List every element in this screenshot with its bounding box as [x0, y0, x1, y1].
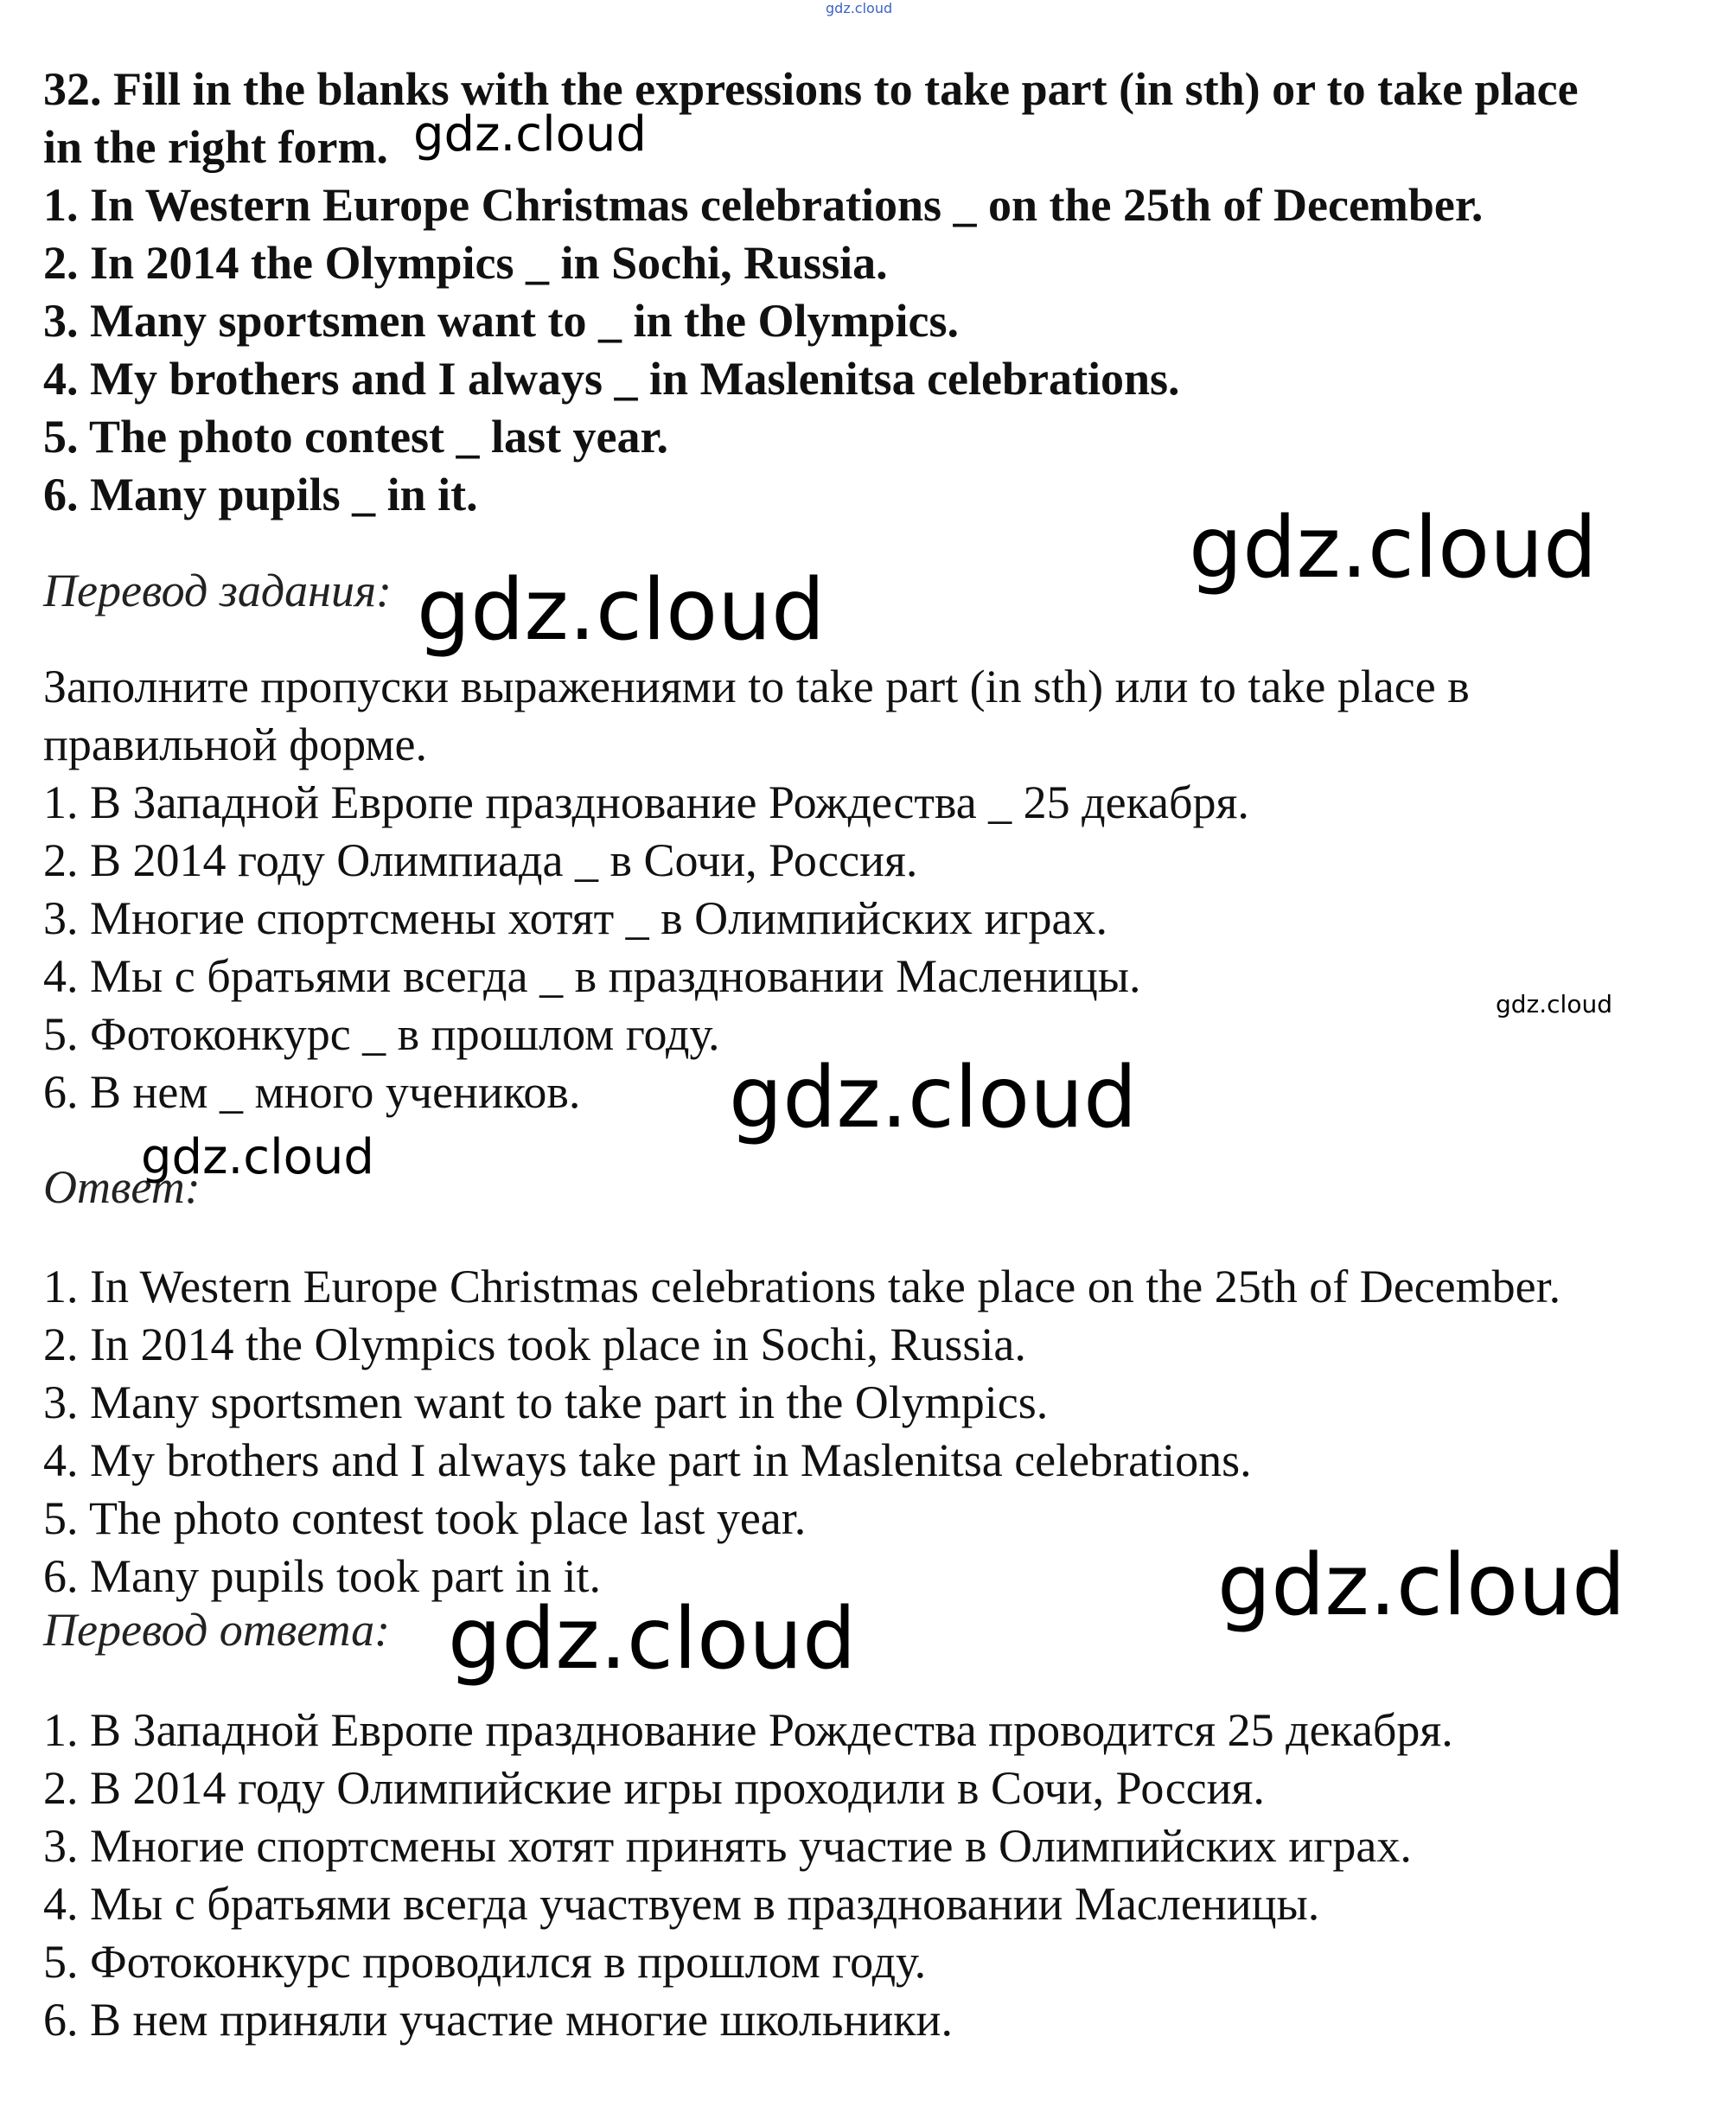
answer-item-2: 2. In 2014 the Olympics took place in Sochi, Russia. — [43, 1318, 1026, 1370]
answer-translation-label: Перевод ответа: — [43, 1604, 391, 1656]
answer-translation-item-3: 3. Многие спортсмены хотят принять участие в Олимпийских играх. — [43, 1820, 1412, 1872]
exercise-item-4: 4. My brothers and I always _ in Maslenitsa celebrations. — [43, 353, 1180, 405]
watermark-center: gdz.cloud — [729, 1049, 1138, 1147]
exercise-item-5: 5. The photo contest _ last year. — [43, 411, 669, 463]
task-translation-item-5: 5. Фотоконкурс _ в прошлом году. — [43, 1008, 720, 1060]
answer-item-3: 3. Many sportsmen want to take part in the Olympics. — [43, 1376, 1049, 1428]
answer-item-4: 4. My brothers and I always take part in Maslenitsa celebrations. — [43, 1434, 1252, 1486]
watermark-answer-label: gdz.cloud — [141, 1129, 374, 1185]
task-translation-item-1: 1. В Западной Европе празднование Рождества _ 25 декабря. — [43, 776, 1249, 828]
answer-item-6: 6. Many pupils took part in it. — [43, 1550, 601, 1602]
answer-label: Ответ: — [43, 1161, 201, 1213]
task-translation-line-1: Заполните пропуски выражениями to take part (in sth) или to take place в — [43, 661, 1470, 712]
answer-translation-item-4: 4. Мы с братьями всегда участвуем в праздновании Масленицы. — [43, 1878, 1320, 1930]
task-translation-line-2: правильной форме. — [43, 718, 427, 770]
task-translation-item-2: 2. В 2014 году Олимпиада _ в Сочи, Россия. — [43, 834, 918, 886]
task-translation-item-4: 4. Мы с братьями всегда _ в праздновании Масленицы. — [43, 950, 1141, 1002]
watermark-task-label: gdz.cloud — [417, 561, 826, 660]
answer-translation-item-2: 2. В 2014 году Олимпийские игры проходили в Сочи, Россия. — [43, 1762, 1265, 1814]
exercise-title-line-1: 32. Fill in the blanks with the expressions to take part (in sth) or to take place — [43, 63, 1579, 115]
exercise-title-line-2: in the right form. — [43, 121, 388, 173]
task-translation-label: Перевод задания: — [43, 565, 393, 616]
watermark-right-1: gdz.cloud — [1189, 499, 1598, 597]
watermark-answer-translation-label: gdz.cloud — [448, 1590, 857, 1689]
answer-translation-item-6: 6. В нем приняли участие многие школьники. — [43, 1994, 953, 2046]
answer-translation-item-5: 5. Фотоконкурс проводился в прошлом году. — [43, 1936, 927, 1988]
exercise-item-6: 6. Many pupils _ in it. — [43, 469, 478, 520]
answer-item-1: 1. In Western Europe Christmas celebrations take place on the 25th of December. — [43, 1261, 1561, 1312]
exercise-item-1: 1. In Western Europe Christmas celebrations _ on the 25th of December. — [43, 179, 1484, 231]
task-translation-item-6: 6. В нем _ много учеников. — [43, 1066, 581, 1118]
watermark-title: gdz.cloud — [413, 106, 647, 163]
answer-item-5: 5. The photo contest took place last year. — [43, 1492, 807, 1544]
watermark-small: gdz.cloud — [1496, 990, 1612, 1018]
watermark-right-2: gdz.cloud — [1217, 1536, 1626, 1635]
exercise-item-2: 2. In 2014 the Olympics _ in Sochi, Russia. — [43, 237, 888, 289]
exercise-item-3: 3. Many sportsmen want to _ in the Olympics. — [43, 295, 960, 347]
task-translation-item-3: 3. Многие спортсмены хотят _ в Олимпийских играх. — [43, 892, 1108, 944]
answer-translation-item-1: 1. В Западной Европе празднование Рождества проводится 25 декабря. — [43, 1704, 1453, 1756]
watermark-tiny: gdz.cloud — [826, 0, 893, 16]
